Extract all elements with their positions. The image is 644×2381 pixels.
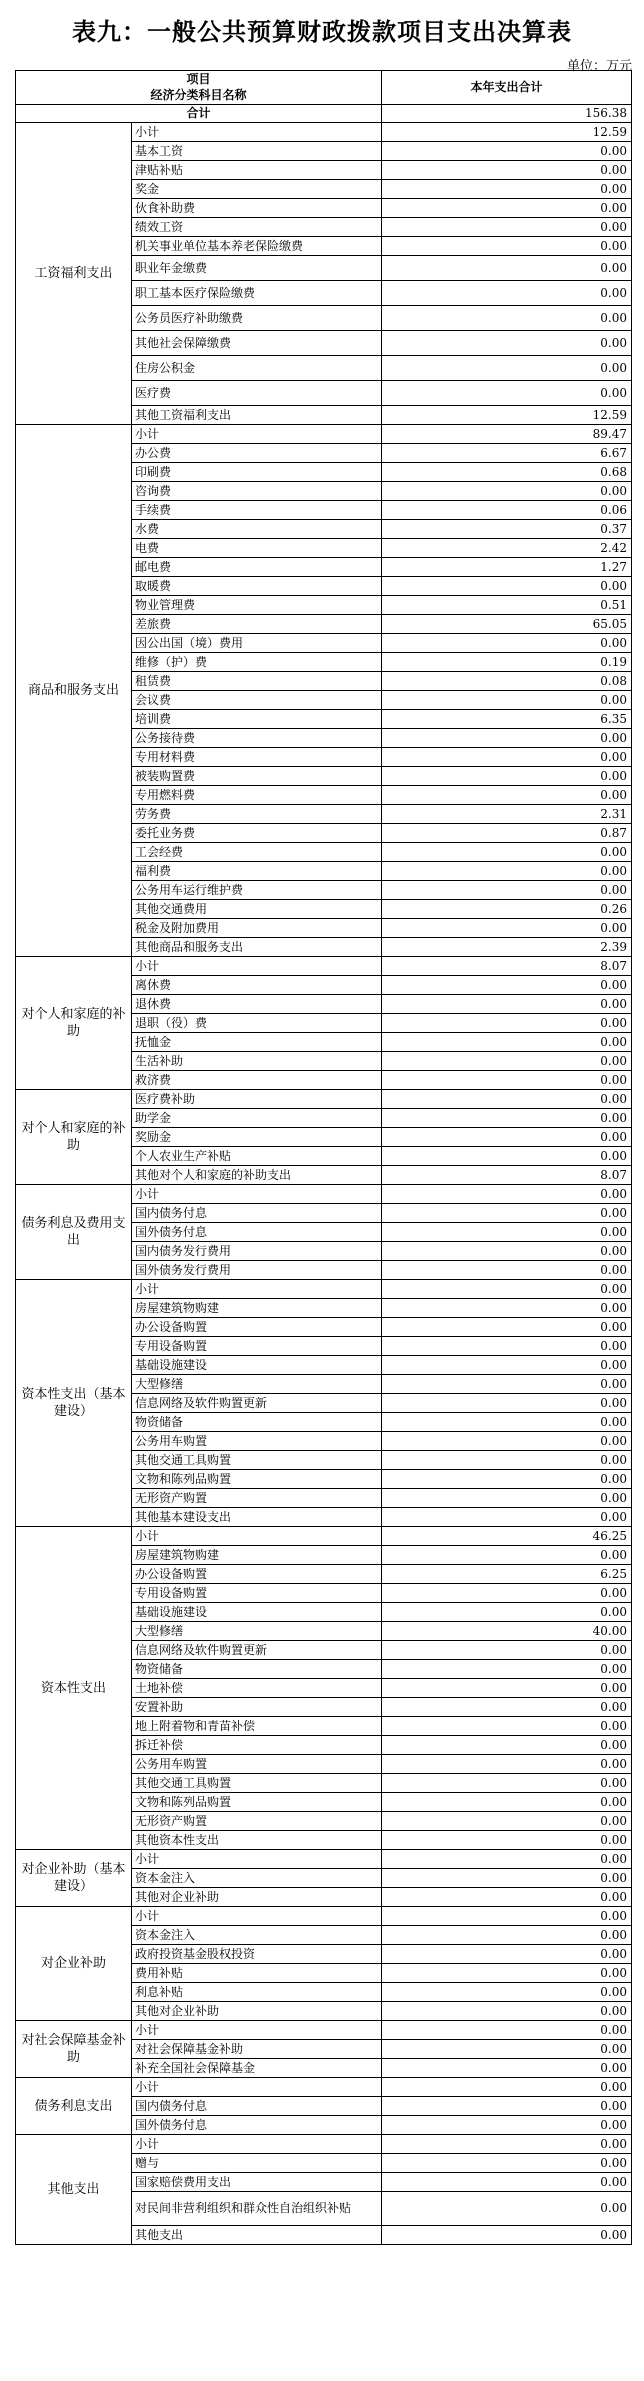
category-cell: 对个人和家庭的补助 [16,957,132,1090]
item-value: 6.25 [382,1565,632,1584]
category-cell: 资本性支出 [16,1527,132,1850]
item-name: 小计 [132,1527,382,1546]
item-value: 0.00 [382,1261,632,1280]
table-row [16,1090,632,1109]
item-name: 安置补助 [132,1698,382,1717]
table-row [16,425,632,444]
item-value: 12.59 [382,123,632,142]
item-name: 津贴补贴 [132,161,382,180]
item-name: 赠与 [132,2154,382,2173]
item-name: 医疗费 [132,381,382,406]
item-name: 离休费 [132,976,382,995]
header-row-1 [16,71,632,88]
item-value: 0.00 [382,1812,632,1831]
item-value: 0.00 [382,1717,632,1736]
item-name: 伙食补助费 [132,199,382,218]
item-value: 0.00 [382,1413,632,1432]
item-name: 大型修缮 [132,1622,382,1641]
item-value: 0.00 [382,1907,632,1926]
item-name: 基础设施建设 [132,1603,382,1622]
item-value: 0.00 [382,1850,632,1869]
item-name: 培训费 [132,710,382,729]
item-name: 其他对企业补助 [132,2002,382,2021]
item-name: 个人农业生产补贴 [132,1147,382,1166]
item-name: 房屋建筑物购建 [132,1546,382,1565]
item-name: 地上附着物和青苗补偿 [132,1717,382,1736]
header-econ: 经济分类科目名称 [16,88,382,105]
item-name: 基础设施建设 [132,1356,382,1375]
item-name: 对社会保障基金补助 [132,2040,382,2059]
item-name: 邮电费 [132,558,382,577]
item-value: 0.00 [382,995,632,1014]
item-value: 0.26 [382,900,632,919]
item-name: 专用设备购置 [132,1584,382,1603]
total-value: 156.38 [382,105,632,123]
item-name: 被装购置费 [132,767,382,786]
item-value: 0.00 [382,2154,632,2173]
item-name: 办公设备购置 [132,1565,382,1584]
item-name: 其他交通工具购置 [132,1774,382,1793]
item-value: 0.00 [382,218,632,237]
category-cell: 资本性支出（基本建设） [16,1280,132,1527]
item-name: 大型修缮 [132,1375,382,1394]
item-value: 0.00 [382,1280,632,1299]
item-name: 公务接待费 [132,729,382,748]
header-amount: 本年支出合计 [382,71,632,105]
item-value: 0.00 [382,281,632,306]
item-value: 0.00 [382,634,632,653]
item-value: 0.00 [382,1318,632,1337]
item-name: 因公出国（境）费用 [132,634,382,653]
item-name: 其他对个人和家庭的补助支出 [132,1166,382,1185]
item-name: 拆迁补偿 [132,1736,382,1755]
item-value: 0.00 [382,1926,632,1945]
table-row [16,2135,632,2154]
item-value: 2.39 [382,938,632,957]
item-name: 公务用车购置 [132,1755,382,1774]
item-value: 0.00 [382,1090,632,1109]
table-row [16,957,632,976]
item-name: 机关事业单位基本养老保险缴费 [132,237,382,256]
total-label: 合计 [16,105,382,123]
item-value: 0.00 [382,1584,632,1603]
item-value: 6.67 [382,444,632,463]
item-name: 住房公积金 [132,356,382,381]
item-name: 其他资本性支出 [132,1831,382,1850]
item-value: 0.00 [382,2116,632,2135]
item-name: 基本工资 [132,142,382,161]
item-name: 委托业务费 [132,824,382,843]
item-name: 小计 [132,2135,382,2154]
item-value: 0.00 [382,1489,632,1508]
item-name: 劳务费 [132,805,382,824]
item-value: 1.27 [382,558,632,577]
item-name: 取暖费 [132,577,382,596]
item-value: 0.00 [382,881,632,900]
item-name: 资本金注入 [132,1926,382,1945]
item-value: 0.00 [382,180,632,199]
item-value: 2.31 [382,805,632,824]
item-name: 物业管理费 [132,596,382,615]
item-name: 对民间非营利组织和群众性自治组织补贴 [132,2192,382,2226]
item-name: 其他社会保障缴费 [132,331,382,356]
item-value: 0.00 [382,1641,632,1660]
item-value: 0.00 [382,482,632,501]
item-name: 政府投资基金股权投资 [132,1945,382,1964]
item-name: 其他支出 [132,2226,382,2245]
expenditure-table [15,70,632,2245]
item-value: 0.00 [382,1831,632,1850]
item-name: 办公设备购置 [132,1318,382,1337]
item-value: 0.06 [382,501,632,520]
item-name: 公务员医疗补助缴费 [132,306,382,331]
item-value: 0.00 [382,306,632,331]
item-name: 其他基本建设支出 [132,1508,382,1527]
item-value: 0.00 [382,1983,632,2002]
item-name: 差旅费 [132,615,382,634]
item-value: 0.00 [382,237,632,256]
item-name: 电费 [132,539,382,558]
item-name: 绩效工资 [132,218,382,237]
item-name: 办公费 [132,444,382,463]
item-name: 公务用车购置 [132,1432,382,1451]
item-value: 0.00 [382,2059,632,2078]
item-value: 0.00 [382,843,632,862]
item-name: 小计 [132,1185,382,1204]
item-name: 职业年金缴费 [132,256,382,281]
category-cell: 对企业补助 [16,1907,132,2021]
item-value: 0.00 [382,1052,632,1071]
item-value: 0.00 [382,1451,632,1470]
item-name: 其他工资福利支出 [132,406,382,425]
item-name: 奖励金 [132,1128,382,1147]
item-name: 费用补贴 [132,1964,382,1983]
item-name: 维修（护）费 [132,653,382,672]
item-name: 咨询费 [132,482,382,501]
item-name: 会议费 [132,691,382,710]
item-value: 0.00 [382,1546,632,1565]
item-value: 0.00 [382,381,632,406]
item-name: 租赁费 [132,672,382,691]
item-name: 助学金 [132,1109,382,1128]
item-value: 0.00 [382,1185,632,1204]
page-title: 表九：一般公共预算财政拨款项目支出决算表 [72,17,572,46]
item-value: 0.00 [382,356,632,381]
table-row [16,1850,632,1869]
item-name: 医疗费补助 [132,1090,382,1109]
item-value: 0.37 [382,520,632,539]
item-value: 0.00 [382,1204,632,1223]
item-value: 0.00 [382,2040,632,2059]
item-value: 0.00 [382,691,632,710]
category-cell: 对企业补助（基本建设） [16,1850,132,1907]
item-value: 0.00 [382,1679,632,1698]
table-row [16,123,632,142]
item-name: 小计 [132,2021,382,2040]
item-name: 国内债务付息 [132,1204,382,1223]
item-value: 0.00 [382,1774,632,1793]
item-value: 0.00 [382,1128,632,1147]
item-value: 0.00 [382,1603,632,1622]
category-cell: 对社会保障基金补助 [16,2021,132,2078]
table-row [16,2021,632,2040]
category-cell: 商品和服务支出 [16,425,132,957]
item-name: 小计 [132,957,382,976]
item-value: 0.00 [382,729,632,748]
item-value: 0.00 [382,2002,632,2021]
item-name: 手续费 [132,501,382,520]
item-value: 0.00 [382,1375,632,1394]
item-name: 其他对企业补助 [132,1888,382,1907]
item-name: 资本金注入 [132,1869,382,1888]
item-name: 小计 [132,1907,382,1926]
item-value: 40.00 [382,1622,632,1641]
item-name: 其他商品和服务支出 [132,938,382,957]
table-row [16,1280,632,1299]
item-value: 65.05 [382,615,632,634]
item-value: 0.00 [382,1793,632,1812]
item-name: 国内债务付息 [132,2097,382,2116]
item-name: 房屋建筑物购建 [132,1299,382,1318]
item-value: 0.00 [382,1147,632,1166]
item-value: 0.00 [382,767,632,786]
item-name: 国家赔偿费用支出 [132,2173,382,2192]
item-name: 退职（役）费 [132,1014,382,1033]
item-value: 0.87 [382,824,632,843]
item-value: 0.00 [382,161,632,180]
item-name: 奖金 [132,180,382,199]
item-value: 0.00 [382,1394,632,1413]
item-value: 0.00 [382,976,632,995]
item-value: 0.00 [382,1964,632,1983]
item-name: 小计 [132,123,382,142]
item-value: 0.00 [382,2135,632,2154]
item-value: 89.47 [382,425,632,444]
item-value: 0.00 [382,1299,632,1318]
item-value: 0.00 [382,2192,632,2226]
item-value: 0.00 [382,919,632,938]
item-value: 0.00 [382,1470,632,1489]
item-value: 0.08 [382,672,632,691]
item-value: 2.42 [382,539,632,558]
item-value: 0.00 [382,1337,632,1356]
item-value: 0.00 [382,1945,632,1964]
item-value: 0.00 [382,1660,632,1679]
item-name: 福利费 [132,862,382,881]
item-value: 12.59 [382,406,632,425]
item-value: 0.00 [382,2021,632,2040]
item-value: 0.51 [382,596,632,615]
item-value: 0.00 [382,1109,632,1128]
item-name: 工会经费 [132,843,382,862]
unit-label: 单位：万元 [566,59,632,74]
item-value: 0.00 [382,1242,632,1261]
item-name: 土地补偿 [132,1679,382,1698]
category-cell: 对个人和家庭的补助 [16,1090,132,1185]
item-name: 物资储备 [132,1413,382,1432]
item-name: 国外债务付息 [132,2116,382,2135]
item-value: 0.00 [382,1508,632,1527]
table-row [16,2078,632,2097]
item-value: 0.00 [382,2078,632,2097]
item-name: 信息网络及软件购置更新 [132,1641,382,1660]
total-row [16,105,632,123]
item-name: 税金及附加费用 [132,919,382,938]
item-value: 0.00 [382,1033,632,1052]
item-name: 小计 [132,1850,382,1869]
item-name: 公务用车运行维护费 [132,881,382,900]
item-name: 水费 [132,520,382,539]
item-value: 0.00 [382,786,632,805]
item-name: 利息补贴 [132,1983,382,2002]
item-value: 0.00 [382,1432,632,1451]
item-name: 职工基本医疗保险缴费 [132,281,382,306]
item-name: 其他交通费用 [132,900,382,919]
category-cell: 其他支出 [16,2135,132,2245]
category-cell: 债务利息支出 [16,2078,132,2135]
item-value: 8.07 [382,957,632,976]
item-name: 抚恤金 [132,1033,382,1052]
item-name: 专用材料费 [132,748,382,767]
item-value: 0.00 [382,1223,632,1242]
category-cell: 债务利息及费用支出 [16,1185,132,1280]
header-project: 项目 [16,71,382,88]
item-name: 小计 [132,1280,382,1299]
item-value: 0.00 [382,331,632,356]
item-name: 退休费 [132,995,382,1014]
item-name: 文物和陈列品购置 [132,1470,382,1489]
table-row [16,1185,632,1204]
item-value: 0.00 [382,1071,632,1090]
item-value: 0.00 [382,748,632,767]
item-value: 0.00 [382,1356,632,1375]
item-value: 0.00 [382,577,632,596]
item-name: 印刷费 [132,463,382,482]
item-value: 0.00 [382,142,632,161]
item-name: 专用燃料费 [132,786,382,805]
item-name: 生活补助 [132,1052,382,1071]
item-value: 0.00 [382,256,632,281]
item-value: 0.00 [382,1014,632,1033]
item-value: 0.00 [382,862,632,881]
item-value: 0.00 [382,1698,632,1717]
item-name: 救济费 [132,1071,382,1090]
item-name: 国外债务付息 [132,1223,382,1242]
table-row [16,1527,632,1546]
item-name: 国外债务发行费用 [132,1261,382,1280]
item-name: 小计 [132,425,382,444]
item-name: 文物和陈列品购置 [132,1793,382,1812]
item-value: 0.68 [382,463,632,482]
item-name: 国内债务发行费用 [132,1242,382,1261]
item-value: 0.00 [382,2097,632,2116]
item-value: 6.35 [382,710,632,729]
item-value: 0.00 [382,2173,632,2192]
item-value: 0.19 [382,653,632,672]
item-value: 0.00 [382,1736,632,1755]
item-value: 0.00 [382,1755,632,1774]
item-name: 其他交通工具购置 [132,1451,382,1470]
item-value: 46.25 [382,1527,632,1546]
item-value: 0.00 [382,199,632,218]
item-value: 0.00 [382,2226,632,2245]
item-value: 0.00 [382,1869,632,1888]
item-name: 信息网络及软件购置更新 [132,1394,382,1413]
item-name: 补充全国社会保障基金 [132,2059,382,2078]
item-name: 专用设备购置 [132,1337,382,1356]
table-row [16,1907,632,1926]
item-name: 物资储备 [132,1660,382,1679]
item-name: 无形资产购置 [132,1489,382,1508]
item-value: 8.07 [382,1166,632,1185]
item-value: 0.00 [382,1888,632,1907]
item-name: 无形资产购置 [132,1812,382,1831]
item-name: 小计 [132,2078,382,2097]
category-cell: 工资福利支出 [16,123,132,425]
